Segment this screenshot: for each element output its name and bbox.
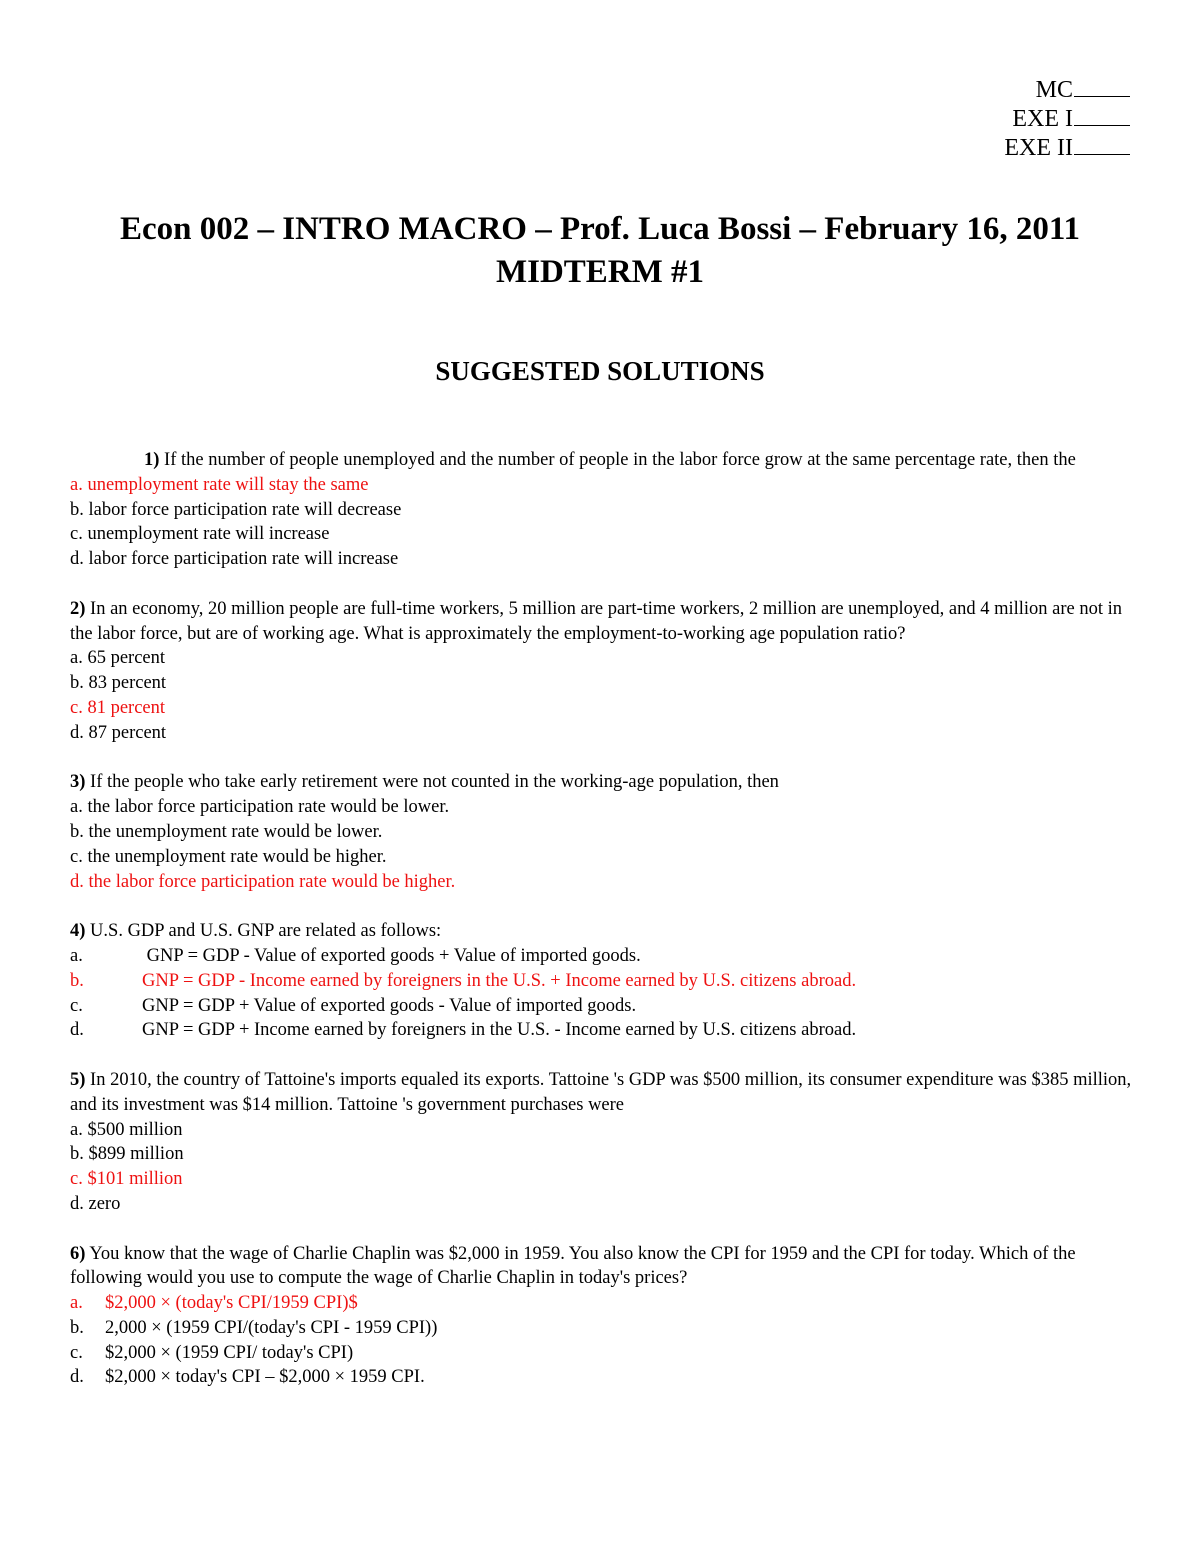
answer-option: [70, 1341, 1140, 1366]
answer-option: [70, 1365, 1140, 1390]
question-text: If the people who take early retirement were not counted in the working-age population, then: [90, 772, 779, 793]
option-letter: a.: [70, 945, 83, 966]
option-letter: b.: [70, 970, 84, 991]
option-text: $500 million: [87, 1119, 183, 1140]
answer-option: [70, 944, 1140, 969]
title-line-1: Econ 002 – INTRO MACRO – Prof. Luca Bossi – February 16, 2011: [119, 211, 1081, 247]
question-number: 4): [70, 921, 86, 942]
option-letter: a.: [70, 474, 83, 495]
question-stem: [70, 1068, 1140, 1118]
option-text: GNP = GDP - Value of exported goods + Value of imported goods.: [142, 945, 641, 966]
option-letter: d.: [70, 1020, 84, 1041]
option-text: 2,000 × (1959 CPI/(today's CPI - 1959 CPI)): [105, 1317, 438, 1338]
option-letter: c.: [70, 697, 83, 718]
question-number: 6): [70, 1243, 86, 1264]
option-text: $101 million: [87, 1169, 183, 1190]
score-label: EXE II: [1004, 135, 1073, 161]
option-letter: d.: [70, 1367, 84, 1388]
option-letter: b.: [70, 1317, 84, 1338]
question-list: [70, 448, 1140, 1415]
score-blank: [1074, 105, 1130, 126]
score-line-mc: [1004, 76, 1130, 105]
question-5: [70, 1068, 1140, 1217]
option-letter: a.: [70, 1119, 83, 1140]
answer-option: [70, 845, 1140, 870]
question-3: [70, 770, 1140, 894]
question-number: 1): [144, 450, 160, 470]
score-box: [1004, 76, 1130, 163]
option-text: the labor force participation rate would be higher.: [88, 871, 456, 892]
option-letter: d.: [70, 1193, 84, 1214]
score-label: MC: [1035, 77, 1073, 103]
option-text: labor force participation rate will decrease: [88, 499, 402, 520]
answer-option: [70, 547, 1140, 572]
option-letter: c.: [70, 1342, 83, 1363]
question-text: In an economy, 20 million people are full-time workers, 5 million are part-time workers, 2 million are unemployed, and 4 million are not in the labor force, but are of working age. What is approximately the employment-to-working age population ratio?: [70, 598, 1123, 644]
answer-option: [70, 1192, 1140, 1217]
option-text: $2,000 × today's CPI – $2,000 × 1959 CPI.: [105, 1367, 425, 1388]
title-line-2: MIDTERM #1: [495, 254, 705, 290]
score-label: EXE I: [1012, 106, 1073, 132]
answer-option: [70, 522, 1140, 547]
score-blank: [1074, 134, 1130, 155]
answer-option: [70, 646, 1140, 671]
question-stem: [70, 770, 1140, 795]
question-6: [70, 1242, 1140, 1391]
option-letter: d.: [70, 871, 84, 892]
answer-option: [70, 671, 1140, 696]
option-text: $2,000 × (today's CPI/1959 CPI)$: [105, 1293, 358, 1314]
document-title: [0, 208, 1200, 294]
question-text: If the number of people unemployed and the number of people in the labor force grow at the same percentage rate, then the: [164, 450, 1076, 470]
question-stem: [70, 919, 1140, 944]
score-line-exe-2: [1004, 134, 1130, 163]
answer-option: [70, 721, 1140, 746]
question-stem: [70, 1242, 1140, 1292]
answer-option-correct: [70, 1167, 1140, 1192]
question-number: 2): [70, 598, 86, 619]
option-letter: a.: [70, 797, 83, 818]
answer-option: [70, 1018, 1140, 1043]
answer-option: [70, 795, 1140, 820]
question-stem: [70, 597, 1140, 647]
answer-option-correct: [70, 696, 1140, 721]
option-text: GNP = GDP - Income earned by foreigners in the U.S. + Income earned by U.S. citizens abroad.: [142, 970, 857, 991]
option-text: unemployment rate will stay the same: [87, 474, 369, 495]
option-letter: d.: [70, 722, 84, 743]
question-4: [70, 919, 1140, 1043]
answer-option: [70, 498, 1140, 523]
answer-option-correct: [70, 473, 1140, 498]
option-text: the labor force participation rate would be lower.: [87, 797, 450, 818]
answer-option: [70, 1118, 1140, 1143]
answer-option-correct: [70, 1291, 1140, 1316]
option-text: unemployment rate will increase: [87, 524, 330, 545]
answer-option: [70, 1316, 1140, 1341]
option-text: 83 percent: [88, 673, 167, 694]
option-letter: b.: [70, 1144, 84, 1165]
answer-option-correct: [70, 969, 1140, 994]
answer-option-correct: [70, 870, 1140, 895]
option-text: 65 percent: [87, 648, 166, 669]
option-letter: c.: [70, 1169, 83, 1190]
option-letter: d.: [70, 549, 84, 570]
option-letter: c.: [70, 846, 83, 867]
option-text: GNP = GDP + Value of exported goods - Value of imported goods.: [142, 995, 637, 1016]
question-text: U.S. GDP and U.S. GNP are related as follows:: [90, 921, 442, 942]
document-subtitle: SUGGESTED SOLUTIONS: [435, 356, 765, 386]
option-letter: c.: [70, 995, 83, 1016]
option-text: labor force participation rate will increase: [88, 549, 399, 570]
option-text: 87 percent: [88, 722, 167, 743]
score-line-exe-1: [1004, 105, 1130, 134]
option-letter: b.: [70, 821, 84, 842]
question-1: [70, 448, 1140, 572]
question-text: You know that the wage of Charlie Chaplin was $2,000 in 1959. You also know the CPI for 1959 and the CPI for today. Which of the following would you use to compute the wage of Charlie Chaplin in today's prices?: [70, 1243, 1076, 1289]
option-letter: a.: [70, 648, 83, 669]
option-text: $2,000 × (1959 CPI/ today's CPI): [105, 1342, 354, 1363]
option-letter: b.: [70, 499, 84, 520]
option-text: the unemployment rate would be lower.: [88, 821, 383, 842]
question-number: 5): [70, 1069, 86, 1090]
option-letter: a.: [70, 1293, 83, 1314]
question-text: In 2010, the country of Tattoine's imports equaled its exports. Tattoine 's GDP was $500 million, its consumer expenditure was $385 million, and its investment was $14 million. Tattoine 's government purchases were: [70, 1069, 1132, 1115]
option-letter: c.: [70, 524, 83, 545]
option-text: $899 million: [88, 1144, 184, 1165]
answer-option: [70, 994, 1140, 1019]
question-number: 3): [70, 772, 86, 793]
score-blank: [1074, 76, 1130, 97]
question-2: [70, 597, 1140, 746]
option-text: zero: [88, 1193, 121, 1214]
answer-option: [70, 820, 1140, 845]
option-text: the unemployment rate would be higher.: [87, 846, 387, 867]
option-text: GNP = GDP + Income earned by foreigners in the U.S. - Income earned by U.S. citizens abroad.: [142, 1020, 857, 1041]
answer-option: [70, 1142, 1140, 1167]
option-text: 81 percent: [87, 697, 166, 718]
question-stem: [70, 448, 1140, 473]
option-letter: b.: [70, 673, 84, 694]
